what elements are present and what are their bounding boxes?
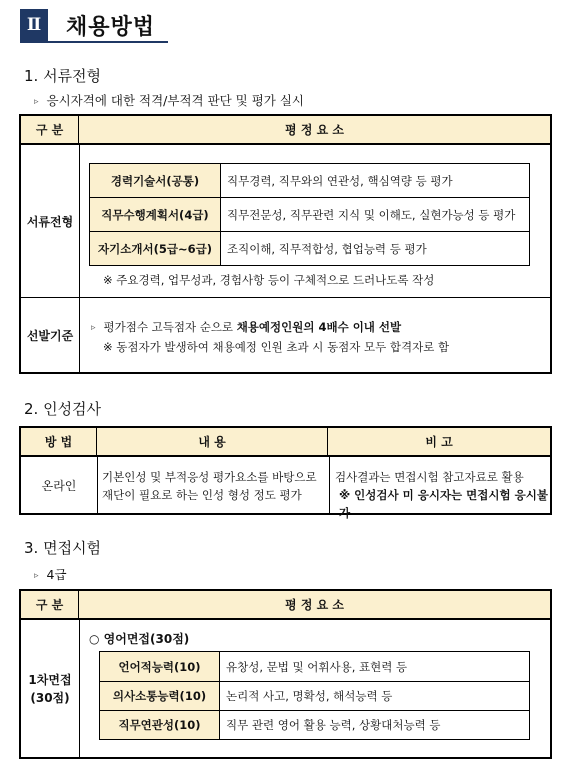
criteria-bold-text: 채용예정인원의 4배수 이내 선발 [236, 320, 402, 334]
table-row [90, 164, 529, 198]
triangle-bullet-icon: ▹ [34, 97, 39, 107]
content-text [102, 468, 317, 504]
remark-text [335, 468, 550, 522]
item-value: 조직이해, 직무적합성, 협업능력 등 평가 [227, 241, 427, 256]
triangle-bullet-icon: ▹ [91, 323, 96, 333]
item-label: 언어적능력(10) [100, 652, 220, 681]
heading-interview: 3. 면접시험 [24, 539, 102, 557]
section-title: 채용방법 [66, 15, 156, 40]
table-header [21, 116, 550, 145]
header-content: 내 용 [97, 428, 328, 455]
row-label-document: 서류전형 [26, 214, 74, 229]
table-header [21, 428, 550, 457]
bullet-document-screening [34, 91, 304, 109]
item-label: 경력기술서(공통) [90, 164, 221, 197]
content-line: 재단이 필요로 하는 인성 형성 정도 평가 [102, 488, 302, 502]
evaluation-items-table [89, 163, 530, 266]
item-label: 직무수행계획서(4급) [90, 198, 221, 231]
table-row [100, 711, 529, 739]
document-screening-table [19, 114, 552, 374]
interview-items-table [99, 651, 530, 740]
criteria-text: 평가점수 고득점자 순으로 [103, 320, 237, 334]
table-row [100, 682, 529, 711]
divider [21, 297, 550, 298]
content-line: 기본인성 및 부적응성 평가요소를 바탕으로 [102, 470, 317, 484]
header-remarks: 비 고 [425, 435, 453, 449]
row-label-line: 1차면접 [28, 672, 72, 687]
row-label-first-interview [21, 620, 79, 757]
row-label-criteria: 선발기준 [26, 328, 74, 343]
header-evaluation-factors: 평 정 요 소 [285, 598, 344, 612]
remark-line: 검사결과는 면접시험 참고자료로 활용 [335, 470, 524, 484]
bullet-text: 응시자격에 대한 적격/부적격 판단 및 평가 실시 [46, 93, 305, 108]
item-value: 직무경력, 직무와의 연관성, 핵심역량 등 평가 [227, 173, 453, 188]
header-evaluation-factors: 평 정 요 소 [285, 123, 344, 137]
item-label: 자기소개서(5급~6급) [90, 232, 221, 265]
header-category: 구 분 [21, 591, 79, 618]
heading-personality-test: 2. 인성검사 [24, 400, 102, 418]
item-value: 직무 관련 영어 활용 능력, 상황대처능력 등 [226, 718, 441, 732]
header-category: 구 분 [21, 116, 79, 143]
divider [329, 457, 330, 513]
row-label-line: (30점) [30, 690, 70, 705]
item-value: 유창성, 문법 및 어휘사용, 표현력 등 [226, 659, 408, 674]
divider [97, 457, 98, 513]
divider [79, 145, 80, 372]
table-row [90, 232, 529, 265]
item-label: 직무연관성(10) [100, 711, 220, 739]
bullet-text: 4급 [46, 567, 67, 582]
method-value: 온라인 [41, 478, 77, 493]
item-value: 직무전문성, 직무관련 지식 및 이해도, 실현가능성 등 평가 [227, 207, 516, 222]
table-row [90, 198, 529, 232]
section-underline [20, 41, 168, 43]
bullet-grade [34, 565, 67, 583]
divider [79, 620, 80, 757]
table-header [21, 591, 550, 620]
personality-test-table [19, 426, 552, 520]
triangle-bullet-icon: ▹ [34, 571, 39, 581]
remark-line-bold: ※ 인성검사 미 응시자는 면접시험 응시불가 [339, 488, 548, 520]
writing-note: ※ 주요경력, 업무성과, 경험사항 등이 구체적으로 드러나도록 작성 [103, 273, 435, 287]
heading-document-screening: 1. 서류전형 [24, 67, 102, 85]
section-number-badge: Ⅱ [20, 9, 48, 41]
english-interview-heading: ○ 영어면접(30점) [89, 632, 190, 646]
header-method: 방 법 [21, 428, 97, 455]
item-value: 논리적 사고, 명확성, 해석능력 등 [226, 689, 393, 703]
interview-table [19, 589, 552, 759]
item-label: 의사소통능력(10) [100, 682, 220, 710]
selection-criteria [91, 319, 401, 335]
table-row [100, 652, 529, 682]
tie-note: ※ 동점자가 발생하여 채용예정 인원 초과 시 동점자 모두 합격자로 함 [103, 340, 450, 354]
